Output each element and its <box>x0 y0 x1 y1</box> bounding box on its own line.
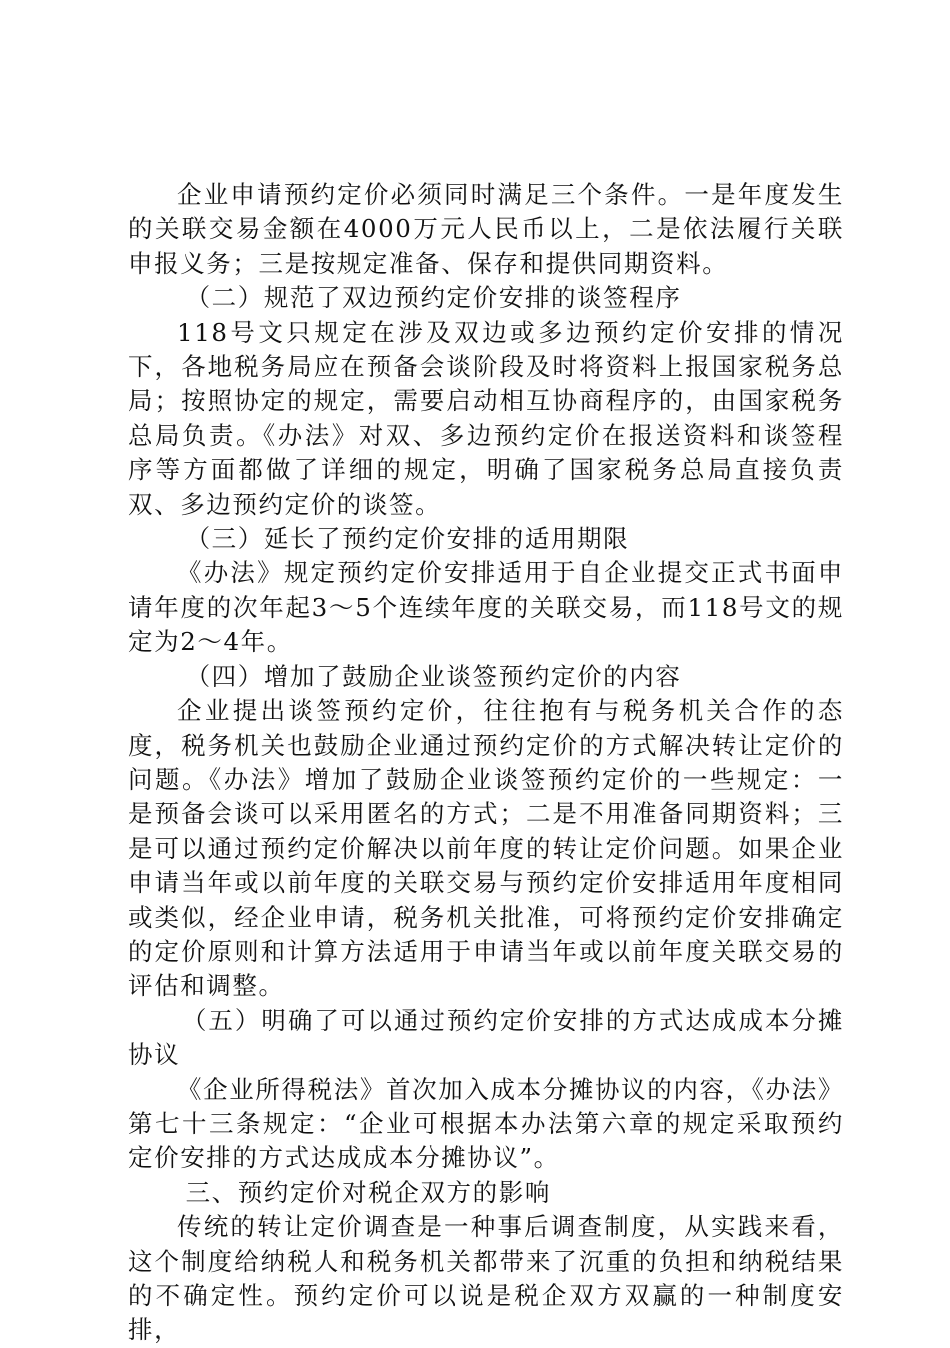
paragraph-conditions: 企业申请预约定价必须同时满足三个条件。一是年度发生的关联交易金额在4000万元人民币以上，二是依法履行关联申报义务；三是按规定准备、保存和提供同期资料。 <box>128 180 844 278</box>
paragraph-cost-sharing: 《企业所得税法》首次加入成本分摊协议的内容，《办法》第七十三条规定：“企业可根据本办法第六章的规定采取预约定价安排的方式达成成本分摊协议”。 <box>128 1074 844 1173</box>
heading-section-5: （五）明确了可以通过预约定价安排的方式达成成本分摊协议 <box>128 1005 844 1070</box>
paragraph-applicable-period: 《办法》规定预约定价安排适用于自企业提交正式书面申请年度的次年起3～5个连续年度的关联交易，而118号文的规定为2～4年。 <box>128 558 844 657</box>
heading-part-3: 三、预约定价对税企双方的影响 <box>185 1177 551 1207</box>
paragraph-encouragement: 企业提出谈签预约定价，往往抱有与税务机关合作的态度，税务机关也鼓励企业通过预约定价的方式解决转让定价的问题。《办法》增加了鼓励企业谈签预约定价的一些规定：一是预备会谈可以采用匿名的方式；二是不用准备同期资料；三是可以通过预约定价解决以前年度的转让定价问题。如果企业申请当年或以前年度的关联交易与预约定价安排适用年度相同或类似，经企业申请，税务机关批准，可将预约定价安排确定的定价原则和计算方法适用于申请当年或以前年度关联交易的评估和调整。 <box>128 696 844 1001</box>
heading-section-4: （四）增加了鼓励企业谈签预约定价的内容 <box>185 661 682 691</box>
paragraph-bilateral-procedure: 118号文只规定在涉及双边或多边预约定价安排的情况下，各地税务局应在预备会谈阶段及时将资料上报国家税务总局；按照协定的规定，需要启动相互协商程序的，由国家税务总局负责。《办法》对双、多边预约定价在报送资料和谈签程序等方面都做了详细的规定，明确了国家税务总局直接负责双、多边预约定价的谈签。 <box>128 317 844 519</box>
paragraph-impact: 传统的转让定价调查是一种事后调查制度，从实践来看，这个制度给纳税人和税务机关都带来了沉重的负担和纳税结果的不确定性。预约定价可以说是税企双方双赢的一种制度安排， <box>128 1212 844 1345</box>
heading-section-3: （三）延长了预约定价安排的适用期限 <box>185 524 630 554</box>
document-body <box>128 178 844 1348</box>
heading-section-2: （二）规范了双边预约定价安排的谈签程序 <box>185 283 682 313</box>
